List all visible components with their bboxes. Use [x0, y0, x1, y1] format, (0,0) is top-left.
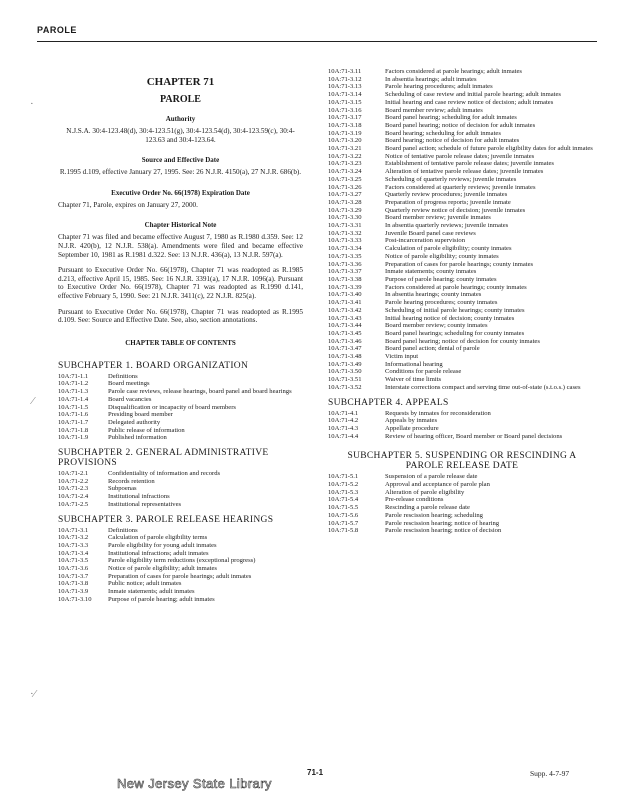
subchapter-4-title: SUBCHAPTER 4. APPEALS: [328, 397, 449, 408]
toc-entry: [328, 368, 596, 376]
toc-entry: [58, 493, 303, 501]
toc-entry: [328, 76, 596, 84]
toc-entry: [58, 580, 303, 588]
section-number: 10A:71-3.13: [328, 83, 362, 91]
subchapter-1-title: SUBCHAPTER 1. BOARD ORGANIZATION: [58, 360, 249, 371]
section-title: Inmate statements; county inmates: [385, 268, 477, 276]
section-number: 10A:71-3.28: [328, 198, 362, 206]
section-title: Juvenile Board panel case reviews: [385, 229, 476, 237]
section-title: Board hearing; notice of decision for adult inmates: [385, 137, 520, 145]
section-title: Presiding board member: [108, 411, 173, 419]
toc-entry: [328, 433, 596, 441]
section-title: Board vacancies: [108, 395, 152, 403]
toc-entry: [328, 137, 596, 145]
section-number: 10A:71-3.19: [328, 129, 362, 137]
section-number: 10A:71-3.24: [328, 168, 362, 176]
toc-entry: [328, 207, 596, 215]
section-number: 10A:71-5.7: [328, 519, 359, 527]
toc-entry: [328, 184, 596, 192]
section-number: 10A:71-3.49: [328, 360, 362, 368]
section-number: 10A:71-3.27: [328, 191, 362, 199]
toc-entry: [328, 276, 596, 284]
authority-heading: Authority: [165, 115, 196, 123]
section-number: 10A:71-1.6: [58, 411, 89, 419]
section-title: Parole eligibility term reductions (exceptional progress): [108, 557, 256, 565]
section-title: Board member review; county inmates: [385, 322, 488, 330]
toc-entry: [58, 565, 303, 573]
section-number: 10A:71-3.18: [328, 121, 362, 129]
section-number: 10A:71-3.35: [328, 252, 362, 260]
toc-entry: [58, 411, 303, 419]
section-number: 10A:71-3.33: [328, 237, 362, 245]
toc-entry: [328, 107, 596, 115]
historical-paragraph: Chapter 71 was filed and became effective August 7, 1980 as R.1980 d.359. See: 12 N.J.R. 420(b), 12 N.J.R. 538(a). Amendments were filed and became effective September 10, 1981 as R.1981 d.322. See: 13 N.J.R. 436(a), 13 N.J.R. 597(a).: [58, 233, 303, 259]
section-number: 10A:71-4.1: [328, 409, 359, 417]
executive-order-heading: Executive Order No. 66(1978) Expiration Date: [111, 188, 250, 197]
section-title: Factors considered at parole hearings; county inmates: [385, 283, 527, 291]
section-number: 10A:71-2.3: [58, 485, 89, 493]
toc-entry: [328, 268, 596, 276]
section-title: Calculation of parole eligibility terms: [108, 534, 208, 542]
toc-entry: [328, 91, 596, 99]
section-number: 10A:71-3.20: [328, 137, 362, 145]
section-title: Scheduling of quarterly reviews; juvenile inmates: [385, 175, 517, 183]
section-number: 10A:71-3.50: [328, 368, 362, 376]
section-title: Preparation of progress reports; juvenile inmate: [385, 198, 511, 206]
section-number: 10A:71-3.17: [328, 114, 362, 122]
toc-entry: [328, 99, 596, 107]
section-title: Parole case reviews, release hearings, board panel and board hearings: [108, 388, 292, 396]
section-number: 10A:71-1.9: [58, 434, 89, 442]
section-title: Parole eligibility for young adult inmates: [108, 541, 217, 549]
section-number: 10A:71-3.2: [58, 534, 89, 542]
section-number: 10A:71-3.43: [328, 314, 362, 322]
toc-entry: [328, 284, 596, 292]
toc-entry: [328, 299, 596, 307]
section-title: Calculation of parole eligibility; county inmates: [385, 245, 512, 253]
section-title: Purpose of parole hearing; county inmates: [385, 275, 497, 283]
toc-entry: [328, 145, 596, 153]
section-number: 10A:71-2.4: [58, 493, 89, 501]
toc-entry: [328, 230, 596, 238]
section-number: 10A:71-3.12: [328, 75, 362, 83]
margin-mark: ·⁄: [30, 688, 36, 700]
section-number: 10A:71-3.4: [58, 549, 89, 557]
toc-entry: [58, 380, 303, 388]
section-number: 10A:71-3.22: [328, 152, 362, 160]
margin-mark: ·: [30, 98, 34, 110]
historical-paragraph: Pursuant to Executive Order No. 66(1978), Chapter 71 was readopted as R.1995 d.109. See: Source and Effective Date. See, also, section annotations.: [58, 307, 303, 325]
toc-entry: [328, 68, 596, 76]
section-number: 10A:71-3.30: [328, 214, 362, 222]
toc-entry: [328, 199, 596, 207]
section-title: Scheduling of initial parole hearings; county inmates: [385, 306, 525, 314]
section-title: Preparation of cases for parole hearings; county inmates: [385, 260, 534, 268]
section-number: 10A:71-3.36: [328, 260, 362, 268]
section-number: 10A:71-3.9: [58, 588, 89, 596]
section-number: 10A:71-5.5: [328, 504, 359, 512]
toc-entry: [328, 83, 596, 91]
section-number: 10A:71-3.8: [58, 580, 89, 588]
toc-entry: [58, 388, 303, 396]
section-number: 10A:71-1.8: [58, 426, 89, 434]
section-number: 10A:71-3.15: [328, 98, 362, 106]
toc-entry: [58, 485, 303, 493]
section-title: Board panel action; schedule of future parole eligibility dates for adult inmates: [385, 145, 593, 153]
section-title: Board panel hearing; notice of decision for adult inmates: [385, 121, 536, 129]
section-title: Establishment of tentative parole release dates; juvenile inmates: [385, 160, 554, 168]
toc-entry: [328, 473, 596, 481]
toc-entry: [58, 434, 303, 442]
section-number: 10A:71-3.47: [328, 345, 362, 353]
section-number: 10A:71-3.46: [328, 337, 362, 345]
section-number: 10A:71-3.14: [328, 91, 362, 99]
toc-entry: [328, 504, 596, 512]
toc-entry: [328, 315, 596, 323]
subchapter-3-title: SUBCHAPTER 3. PAROLE RELEASE HEARINGS: [58, 514, 274, 525]
section-number: 10A:71-3.31: [328, 222, 362, 230]
toc-entry: [328, 330, 596, 338]
toc-entry: [58, 501, 303, 509]
section-number: 10A:71-4.2: [328, 417, 359, 425]
section-number: 10A:71-3.40: [328, 291, 362, 299]
section-number: 10A:71-3.1: [58, 526, 89, 534]
subchapter-5-list: [328, 473, 596, 535]
toc-entry: [58, 396, 303, 404]
section-title: Suspension of a parole release date: [385, 473, 478, 481]
toc-entry: [58, 588, 303, 596]
subchapter-1-list: [58, 373, 303, 442]
section-number: 10A:71-5.3: [328, 488, 359, 496]
section-title: Board meetings: [108, 380, 150, 388]
section-title: Board panel action; denial of parole: [385, 345, 480, 353]
section-title: Quarterly review notice of decision; juvenile inmates: [385, 206, 526, 214]
toc-entry: [328, 489, 596, 497]
section-title: Interstate corrections compact and serving time out-of-state (s.t.o.s.) cases: [385, 383, 581, 391]
section-title: Board panel hearings; scheduling for county inmates: [385, 329, 525, 337]
section-title: Parole rescission hearing; notice of hearing: [385, 519, 500, 527]
section-number: 10A:71-3.32: [328, 229, 362, 237]
toc-entry: [58, 534, 303, 542]
chapter-name: PAROLE: [160, 94, 201, 105]
toc-entry: [328, 222, 596, 230]
section-title: Parole hearing procedures; adult inmates: [385, 83, 493, 91]
toc-entry: [328, 291, 596, 299]
section-title: Notice of parole eligibility; adult inmates: [108, 565, 217, 573]
section-title: Inmate statements; adult inmates: [108, 588, 195, 596]
toc-entry: [328, 322, 596, 330]
section-title: Waiver of time limits: [385, 376, 442, 384]
toc-entry: [328, 376, 596, 384]
section-number: 10A:71-3.11: [328, 68, 362, 75]
toc-entry: [328, 425, 596, 433]
section-title: Rescinding a parole release date: [385, 504, 470, 512]
toc-entry: [328, 237, 596, 245]
toc-entry: [58, 596, 303, 604]
section-number: 10A:71-3.51: [328, 376, 362, 384]
toc-entry: [328, 168, 596, 176]
section-number: 10A:71-4.4: [328, 432, 359, 440]
toc-entry: [328, 191, 596, 199]
subchapter-2-title: SUBCHAPTER 2. GENERAL ADMINISTRATIVE PROVISIONS: [58, 448, 269, 469]
toc-entry: [58, 470, 303, 478]
section-number: 10A:71-3.34: [328, 245, 362, 253]
page-number: 71-1: [307, 768, 324, 777]
toc-entry: [328, 245, 596, 253]
section-title: Parole rescission hearing; scheduling: [385, 511, 483, 519]
section-number: 10A:71-5.8: [328, 527, 359, 535]
section-title: Alteration of parole eligibility: [385, 488, 465, 496]
section-number: 10A:71-3.37: [328, 268, 362, 276]
section-title: Definitions: [108, 526, 138, 534]
section-title: Parole hearing procedures; county inmates: [385, 299, 498, 307]
subchapter-3-continued-list: [328, 68, 596, 392]
subchapter-5-title: SUBCHAPTER 5. SUSPENDING OR RESCINDING A PAROLE RELEASE DATE: [347, 451, 577, 472]
section-title: Alteration of tentative parole release dates; juvenile inmates: [385, 168, 544, 176]
toc-entry: [328, 361, 596, 369]
toc-entry: [328, 130, 596, 138]
section-number: 10A:71-3.5: [58, 557, 89, 565]
section-title: Appellate procedure: [385, 424, 439, 432]
section-title: Approval and acceptance of parole plan: [385, 481, 490, 489]
section-number: 10A:71-1.2: [58, 380, 89, 388]
chapter-title: CHAPTER 71: [146, 76, 215, 88]
toc-heading: CHAPTER TABLE OF CONTENTS: [125, 338, 236, 347]
section-number: 10A:71-3.38: [328, 275, 362, 283]
section-title: Board member review; juvenile inmates: [385, 214, 491, 222]
running-head: PAROLE: [37, 25, 77, 35]
toc-entry: [328, 160, 596, 168]
toc-entry: [58, 419, 303, 427]
section-number: 10A:71-3.42: [328, 306, 362, 314]
authority-text: N.J.S.A. 30:4-123.48(d), 30:4-123.51(g), 30:4-123.54(d), 30:4-123.59(c), 30:4-123.63 and 30:4-123.64.: [66, 127, 295, 144]
section-title: Confidentiality of information and records: [108, 470, 221, 478]
toc-entry: [58, 427, 303, 435]
section-title: Notice of tentative parole release dates; juvenile inmates: [385, 152, 535, 160]
section-number: 10A:71-3.52: [328, 383, 362, 391]
section-title: In absentia hearings; county inmates: [385, 291, 482, 299]
section-number: 10A:71-3.16: [328, 106, 362, 114]
section-number: 10A:71-3.25: [328, 175, 362, 183]
section-title: Initial hearing notice of decision; county inmates: [385, 314, 515, 322]
toc-entry: [328, 122, 596, 130]
toc-entry: [328, 261, 596, 269]
section-number: 10A:71-1.4: [58, 395, 89, 403]
toc-entry: [328, 114, 596, 122]
toc-entry: [328, 520, 596, 528]
section-title: Victim input: [385, 353, 419, 361]
toc-entry: [328, 417, 596, 425]
toc-entry: [328, 353, 596, 361]
section-number: 10A:71-1.1: [58, 372, 89, 380]
section-title: Board panel hearing; notice of decision for county inmates: [385, 337, 540, 345]
source-heading: Source and Effective Date: [141, 156, 220, 165]
section-title: Board panel hearing; scheduling for adult inmates: [385, 114, 517, 122]
toc-entry: [328, 176, 596, 184]
section-number: 10A:71-1.3: [58, 388, 89, 396]
executive-order-text: Chapter 71, Parole, expires on January 27, 2000.: [58, 200, 198, 209]
section-number: 10A:71-3.39: [328, 283, 362, 291]
section-title: Parole rescission hearing; notice of decision: [385, 527, 502, 535]
section-title: Purpose of parole hearing; adult inmates: [108, 595, 215, 603]
section-number: 10A:71-5.1: [328, 473, 359, 481]
source-text: R.1995 d.109, effective January 27, 1995. See: 26 N.J.R. 4150(a), 27 N.J.R. 686(b).: [59, 168, 302, 177]
section-number: 10A:71-5.2: [328, 481, 359, 489]
toc-entry: [328, 153, 596, 161]
section-title: Informational hearing: [385, 360, 443, 368]
toc-entry: [58, 542, 303, 550]
section-number: 10A:71-5.6: [328, 511, 359, 519]
toc-entry: [328, 527, 596, 535]
toc-entry: [328, 384, 596, 392]
section-title: Preparation of cases for parole hearings; adult inmates: [108, 572, 252, 580]
toc-entry: [58, 478, 303, 486]
toc-entry: [328, 481, 596, 489]
historical-paragraph: Pursuant to Executive Order No. 66(1978), Chapter 71 was readopted as R.1985 d.213, effective April 15, 1985. See: 16 N.J.R. 3391(a), 17 N.J.R. 1096(a). Pursuant to Executive Order No. 66(1978), Chapter 71 was readopted as R.1990 d.141, effective February 5, 1990. See: 21 N.J.R. 3411(c), 22 N.J.R. 825(a).: [58, 266, 303, 300]
toc-entry: [328, 410, 596, 418]
library-stamp: New Jersey State Library: [117, 776, 272, 791]
toc-entry: [58, 404, 303, 412]
section-title: In absentia quarterly reviews; juvenile inmates: [385, 222, 509, 230]
section-title: Notice of parole eligibility; county inmates: [385, 252, 499, 260]
section-number: 10A:71-2.1: [58, 470, 89, 478]
section-number: 10A:71-5.4: [328, 496, 359, 504]
section-title: Records retention: [108, 477, 155, 485]
section-title: Institutional infractions; adult inmates: [108, 549, 209, 557]
section-number: 10A:71-2.5: [58, 500, 89, 508]
toc-entry: [328, 338, 596, 346]
toc-entry: [58, 373, 303, 381]
section-number: 10A:71-1.7: [58, 418, 89, 426]
section-title: Public notice; adult inmates: [108, 580, 182, 588]
section-number: 10A:71-3.26: [328, 183, 362, 191]
section-title: Initial hearing and case review notice of decision; adult inmates: [385, 98, 554, 106]
section-title: Subpoenas: [108, 485, 137, 493]
toc-entry: [328, 214, 596, 222]
section-title: Published information: [108, 434, 167, 442]
historical-note-heading: Chapter Historical Note: [144, 221, 217, 230]
toc-entry: [328, 512, 596, 520]
section-number: 10A:71-3.44: [328, 322, 362, 330]
historical-note: [58, 233, 303, 324]
subchapter-2-list: [58, 470, 303, 509]
section-title: Delegated authority: [108, 418, 161, 426]
section-title: Pre-release conditions: [385, 496, 444, 504]
header-rule: [37, 41, 597, 42]
section-title: Disqualification or incapacity of board members: [108, 403, 236, 411]
toc-entry: [58, 557, 303, 565]
section-title: Definitions: [108, 372, 138, 380]
right-column: [328, 68, 596, 537]
toc-entry: [58, 573, 303, 581]
section-number: 10A:71-3.7: [58, 572, 89, 580]
section-title: Scheduling of case review and initial parole hearing; adult inmates: [385, 91, 561, 99]
section-title: Factors considered at parole hearings; adult inmates: [385, 68, 522, 75]
section-title: Board member review; adult inmates: [385, 106, 483, 114]
section-number: 10A:71-4.3: [328, 424, 359, 432]
section-number: 10A:71-3.23: [328, 160, 362, 168]
toc-entry: [58, 527, 303, 535]
toc-entry: [328, 253, 596, 261]
section-number: 10A:71-3.41: [328, 299, 362, 307]
subchapter-4-list: [328, 410, 596, 441]
section-number: 10A:71-3.6: [58, 565, 89, 573]
section-number: 10A:71-2.2: [58, 477, 89, 485]
section-title: In absentia hearings; adult inmates: [385, 75, 477, 83]
subchapter-3-list: [58, 527, 303, 604]
section-number: 10A:71-3.48: [328, 353, 362, 361]
section-title: Post-incarceration supervision: [385, 237, 466, 245]
section-number: 10A:71-3.29: [328, 206, 362, 214]
toc-entry: [328, 307, 596, 315]
section-number: 10A:71-1.5: [58, 403, 89, 411]
section-number: 10A:71-3.45: [328, 329, 362, 337]
section-title: Factors considered at quarterly reviews; juvenile inmates: [385, 183, 536, 191]
section-title: Conditions for parole release: [385, 368, 462, 376]
toc-entry: [328, 496, 596, 504]
section-title: Institutional infractions: [108, 493, 170, 501]
left-column: [58, 68, 303, 606]
section-number: 10A:71-3.21: [328, 145, 362, 153]
section-title: Public release of information: [108, 426, 185, 434]
section-title: Review of hearing officer, Board member or Board panel decisions: [385, 432, 563, 440]
toc-entry: [328, 345, 596, 353]
section-title: Appeals by inmates: [385, 417, 438, 425]
section-title: Board hearing; scheduling for adult inmates: [385, 129, 501, 137]
section-title: Quarterly review procedures; juvenile inmates: [385, 191, 508, 199]
section-number: 10A:71-3.10: [58, 595, 92, 603]
toc-entry: [58, 550, 303, 558]
supplement-date: Supp. 4-7-97: [530, 769, 570, 778]
section-title: Institutional representatives: [108, 500, 182, 508]
section-title: Requests by inmates for reconsideration: [385, 409, 491, 417]
section-number: 10A:71-3.3: [58, 541, 89, 549]
margin-mark: ⁄: [32, 395, 34, 407]
